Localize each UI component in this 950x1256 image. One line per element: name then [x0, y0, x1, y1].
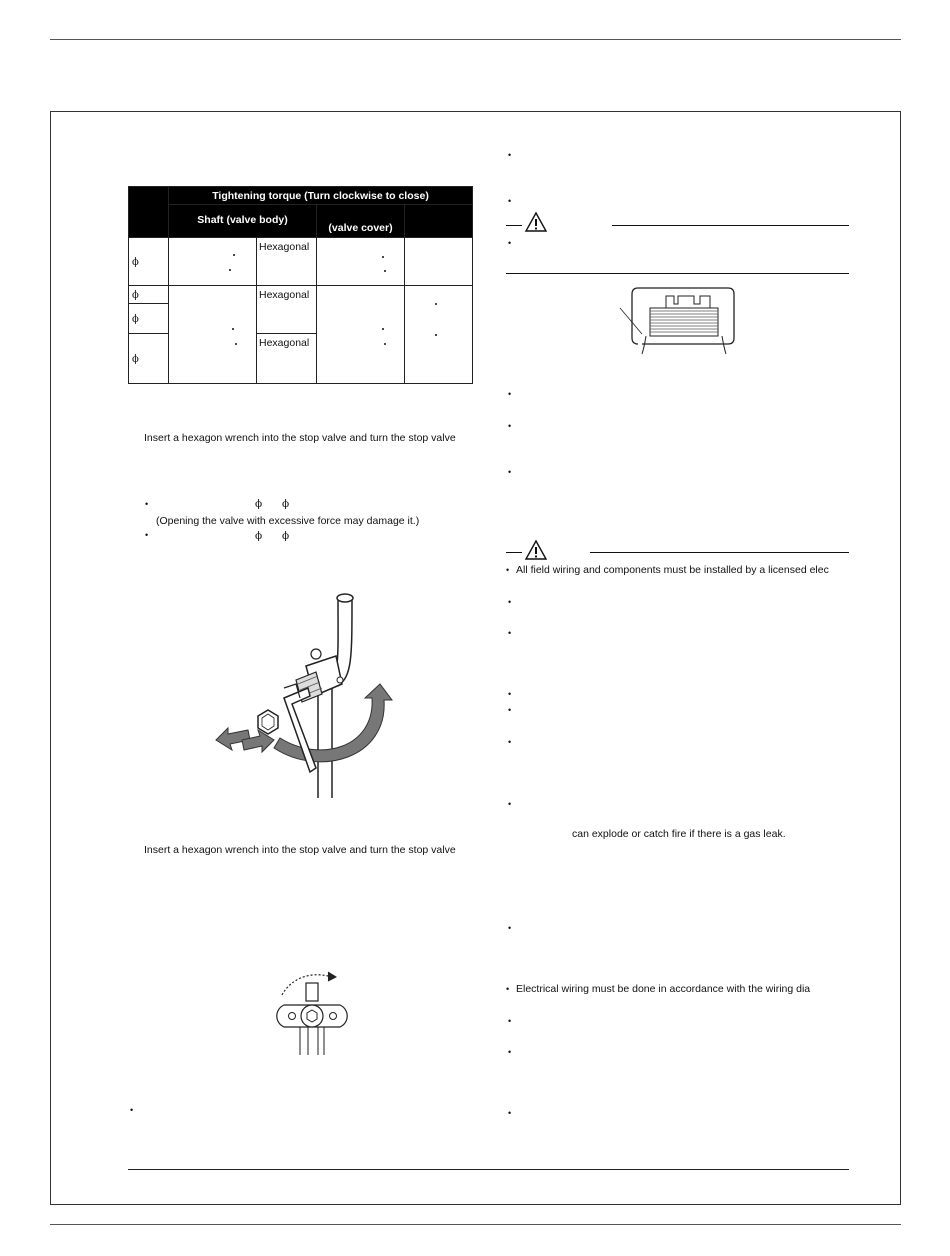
hex-label: Hexagonal — [259, 241, 310, 253]
bullet: • — [506, 565, 510, 575]
caution-rule-right — [590, 552, 849, 553]
opening-note: (Opening the valve with excessive force may damage it.) — [156, 515, 420, 527]
table-row-4-size — [129, 334, 169, 384]
table-row-4-hex — [257, 334, 317, 384]
bullet: • — [508, 689, 512, 699]
bullet: • — [145, 530, 149, 540]
bullet: • — [508, 467, 512, 477]
wiring-diagram-text: Electrical wiring must be done in accordance with the wiring dia — [516, 983, 811, 995]
table-header-main: Tightening torque (Turn clockwise to close) — [169, 187, 473, 205]
hex-label: Hexagonal — [259, 289, 310, 301]
phi-symbol: ϕ — [282, 498, 290, 510]
table-row-1-shaft — [169, 238, 257, 286]
top-rule — [50, 39, 901, 40]
warning-triangle-icon — [525, 540, 547, 560]
bullet: • — [508, 737, 512, 747]
table-dot — [435, 303, 437, 305]
bullet: • — [506, 984, 510, 994]
table-dot — [382, 328, 384, 330]
bottom-rule — [50, 1224, 901, 1225]
phi-symbol: ϕ — [132, 313, 139, 325]
table-dot — [232, 328, 234, 330]
valve-topview-illustration — [270, 965, 360, 1060]
hex-label: Hexagonal — [259, 337, 310, 349]
phi-symbol: ϕ — [282, 530, 290, 542]
cover-label: (valve cover) — [328, 222, 393, 234]
phi-symbol: ϕ — [132, 289, 139, 301]
table-row-2-cover — [317, 286, 405, 384]
valve-wrench-illustration — [210, 588, 400, 803]
bullet: • — [145, 499, 149, 509]
table-row-3-size — [129, 304, 169, 334]
footer-rule — [128, 1169, 849, 1170]
phi-symbol: ϕ — [132, 256, 139, 268]
insert-wrench-text-2: Insert a hexagon wrench into the stop valve and turn the stop valve — [144, 844, 456, 856]
table-row-1-extra — [405, 238, 473, 286]
table-dot — [382, 256, 384, 258]
valve-cover-illustration — [618, 286, 738, 358]
torque-table — [128, 186, 473, 384]
bullet: • — [508, 196, 512, 206]
table-dot — [233, 254, 235, 256]
caution-rule-left — [506, 552, 522, 553]
gas-leak-text: can explode or catch fire if there is a gas leak. — [572, 828, 786, 840]
bullet: • — [508, 238, 512, 248]
bullet: • — [508, 628, 512, 638]
bullet: • — [508, 1016, 512, 1026]
table-row-1-cover — [317, 238, 405, 286]
table-dot — [229, 269, 231, 271]
table-dot — [235, 343, 237, 345]
table-corner — [129, 187, 169, 238]
table-row-1-hex — [257, 238, 317, 286]
phi-symbol: ϕ — [255, 530, 263, 542]
field-wiring-text: All field wiring and components must be installed by a licensed elec — [516, 564, 829, 576]
table-header-cover — [317, 205, 405, 238]
table-dot — [384, 270, 386, 272]
bullet: • — [508, 799, 512, 809]
table-row-2-shaft — [169, 286, 257, 384]
bullet: • — [508, 150, 512, 160]
table-row-2-size — [129, 286, 169, 304]
bullet: • — [508, 923, 512, 933]
table-dot — [435, 334, 437, 336]
bullet: • — [508, 597, 512, 607]
bullet: • — [508, 1047, 512, 1057]
insert-wrench-text-1: Insert a hexagon wrench into the stop valve and turn the stop valve — [144, 432, 456, 444]
table-row-1-size — [129, 238, 169, 286]
phi-symbol: ϕ — [255, 498, 263, 510]
table-header-shaft: Shaft (valve body) — [169, 205, 317, 238]
bullet: • — [508, 421, 512, 431]
bullet: • — [508, 389, 512, 399]
caution-rule-left — [506, 225, 522, 226]
bullet: • — [508, 705, 512, 715]
table-row-2-hex — [257, 286, 317, 334]
bullet: • — [508, 1108, 512, 1118]
table-dot — [384, 343, 386, 345]
caution-rule-right — [612, 225, 849, 226]
table-header-blank — [405, 205, 473, 238]
caution-rule-bottom — [506, 273, 849, 274]
phi-symbol: ϕ — [132, 353, 139, 365]
bullet: • — [130, 1105, 134, 1115]
table-row-2-extra — [405, 286, 473, 384]
warning-triangle-icon — [525, 212, 547, 232]
